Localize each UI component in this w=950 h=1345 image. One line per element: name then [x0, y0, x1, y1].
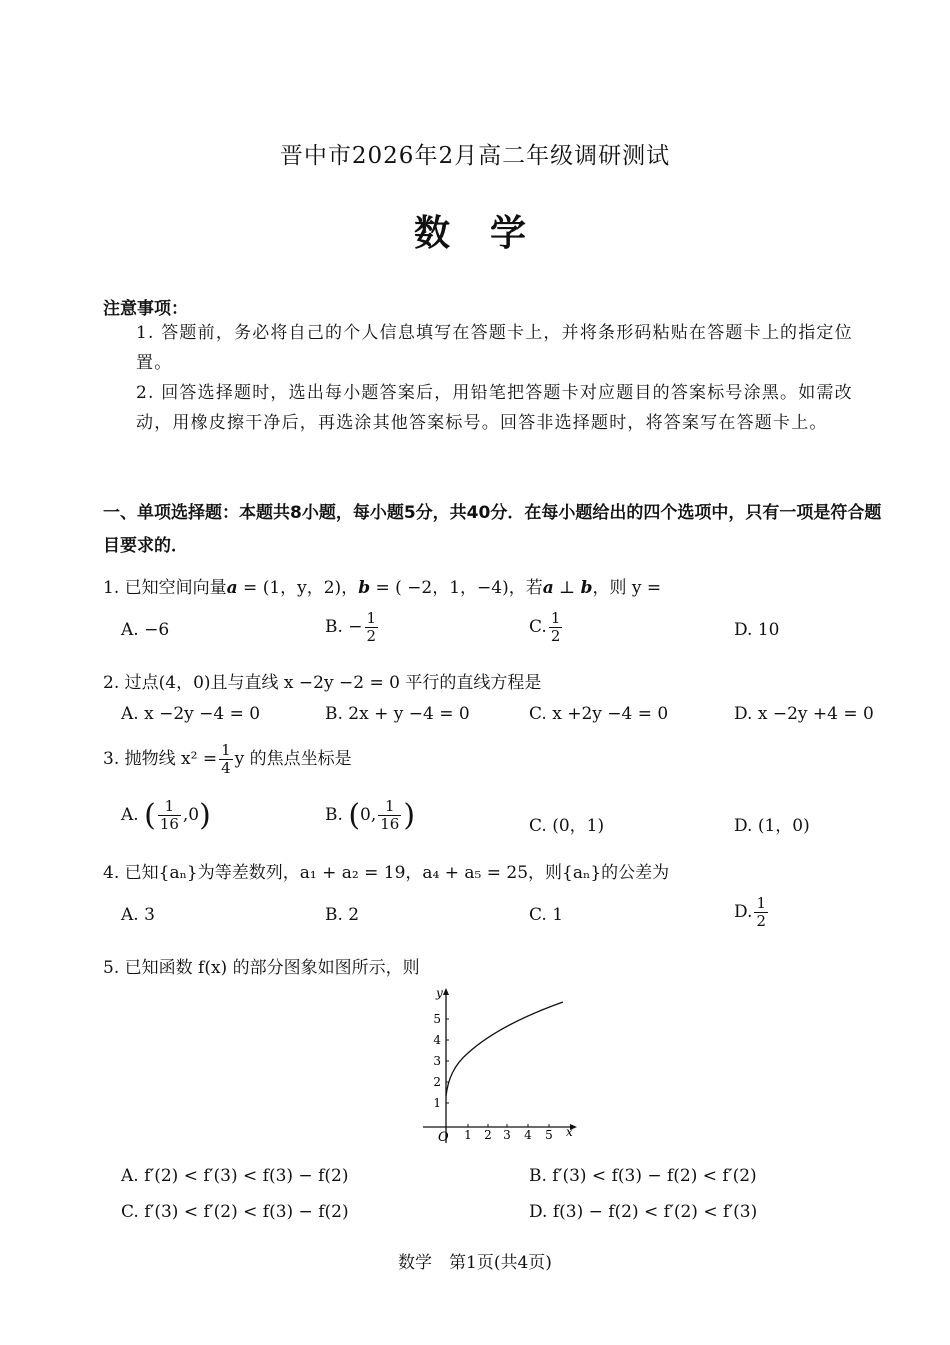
question-2-stem: 2. 过点(4，0)且与直线 x −2y −2 = 0 平行的直线方程是 [103, 673, 542, 693]
x-tick-label: 2 [484, 1128, 492, 1142]
q1-option-b: B. − $\frac{1}{2}$ [325, 609, 377, 645]
question-1-stem: 1. 已知空间向量a = (1，y，2)，b = ( −2，1，−4)，若a ⊥ b，则 y = [103, 578, 662, 598]
q2-option-a: A. x −2y −4 = 0 [121, 704, 261, 724]
q4-option-a: A. 3 [121, 905, 155, 925]
q3-option-a: A. ( $\frac{1}{16}$ ,0) [121, 797, 211, 833]
y-tick-label: 4 [433, 1033, 441, 1047]
x-tick-label: 3 [503, 1128, 511, 1142]
x-tick-label: 1 [464, 1128, 472, 1142]
q2-option-d: D. x −2y +4 = 0 [734, 704, 874, 724]
q1-option-a: A. −6 [121, 620, 170, 640]
q4-option-b: B. 2 [325, 905, 360, 925]
q5-option-c: C. f′(3) < f′(2) < f(3) − f(2) [121, 1202, 349, 1222]
y-axis-label: y [436, 986, 443, 1000]
q3-option-b: B. (0, $\frac{1}{16}$ ) [325, 797, 416, 833]
q4-option-c: C. 1 [529, 905, 564, 925]
exam-title: 晋中市2026年2月高二年级调研测试 [279, 143, 671, 169]
q3-option-d: D. (1，0) [734, 816, 810, 836]
section-heading: 一、单项选择题：本题共8小题，每小题5分，共40分．在每小题给出的四个选项中，只有一项是符合题目要求的． [103, 503, 882, 556]
x-tick-label: 4 [524, 1128, 532, 1142]
q1-option-d: D. 10 [734, 620, 780, 640]
y-tick-label: 5 [433, 1012, 441, 1026]
y-tick-label: 1 [433, 1096, 441, 1110]
q5-option-d: D. f(3) − f(2) < f′(2) < f′(3) [529, 1202, 758, 1222]
notice-item-2: 2. 回答选择题时，选出每小题答案后，用铅笔把答题卡对应题目的答案标号涂黑。如需改动，用橡皮擦干净后，再选涂其他答案标号。回答非选择题时，将答案写在答题卡上。 [136, 383, 853, 433]
function-curve [446, 1002, 563, 1096]
q1-option-c: C. $\frac{1}{2}$ [529, 609, 561, 645]
y-axis-arrow [443, 988, 449, 995]
y-tick-label: 2 [433, 1075, 441, 1089]
q5-option-b: B. f′(3) < f(3) − f(2) < f′(2) [529, 1166, 757, 1186]
question-3-stem: 3. 抛物线 x² = $\frac{1}{4}$ y 的焦点坐标是 [103, 741, 352, 777]
x-axis-label: x [566, 1125, 573, 1139]
subject-title: 数学 [413, 212, 566, 254]
q4-option-d: D. $\frac{1}{2}$ [734, 894, 766, 930]
notice-heading: 注意事项： [103, 299, 188, 319]
q5-option-a: A. f′(2) < f′(3) < f(3) − f(2) [121, 1166, 349, 1186]
q3-option-c: C. (0，1) [529, 816, 605, 836]
x-tick-label: 5 [545, 1128, 553, 1142]
q2-option-b: B. 2x + y −4 = 0 [325, 704, 470, 724]
question-4-stem: 4. 已知{aₙ}为等差数列，a₁ + a₂ = 19，a₄ + a₅ = 25，则{aₙ}的公差为 [103, 863, 670, 883]
q2-option-c: C. x +2y −4 = 0 [529, 704, 669, 724]
question-5-stem: 5. 已知函数 f(x) 的部分图象如图所示，则 [103, 958, 420, 978]
function-graph [418, 983, 588, 1148]
y-tick-label: 3 [433, 1054, 441, 1068]
page-footer: 数学 第1页(共4页) [398, 1253, 552, 1273]
origin-label: O [438, 1130, 449, 1145]
notice-item-1: 1. 答题前，务必将自己的个人信息填写在答题卡上，并将条形码粘贴在答题卡上的指定位置。 [136, 323, 853, 373]
